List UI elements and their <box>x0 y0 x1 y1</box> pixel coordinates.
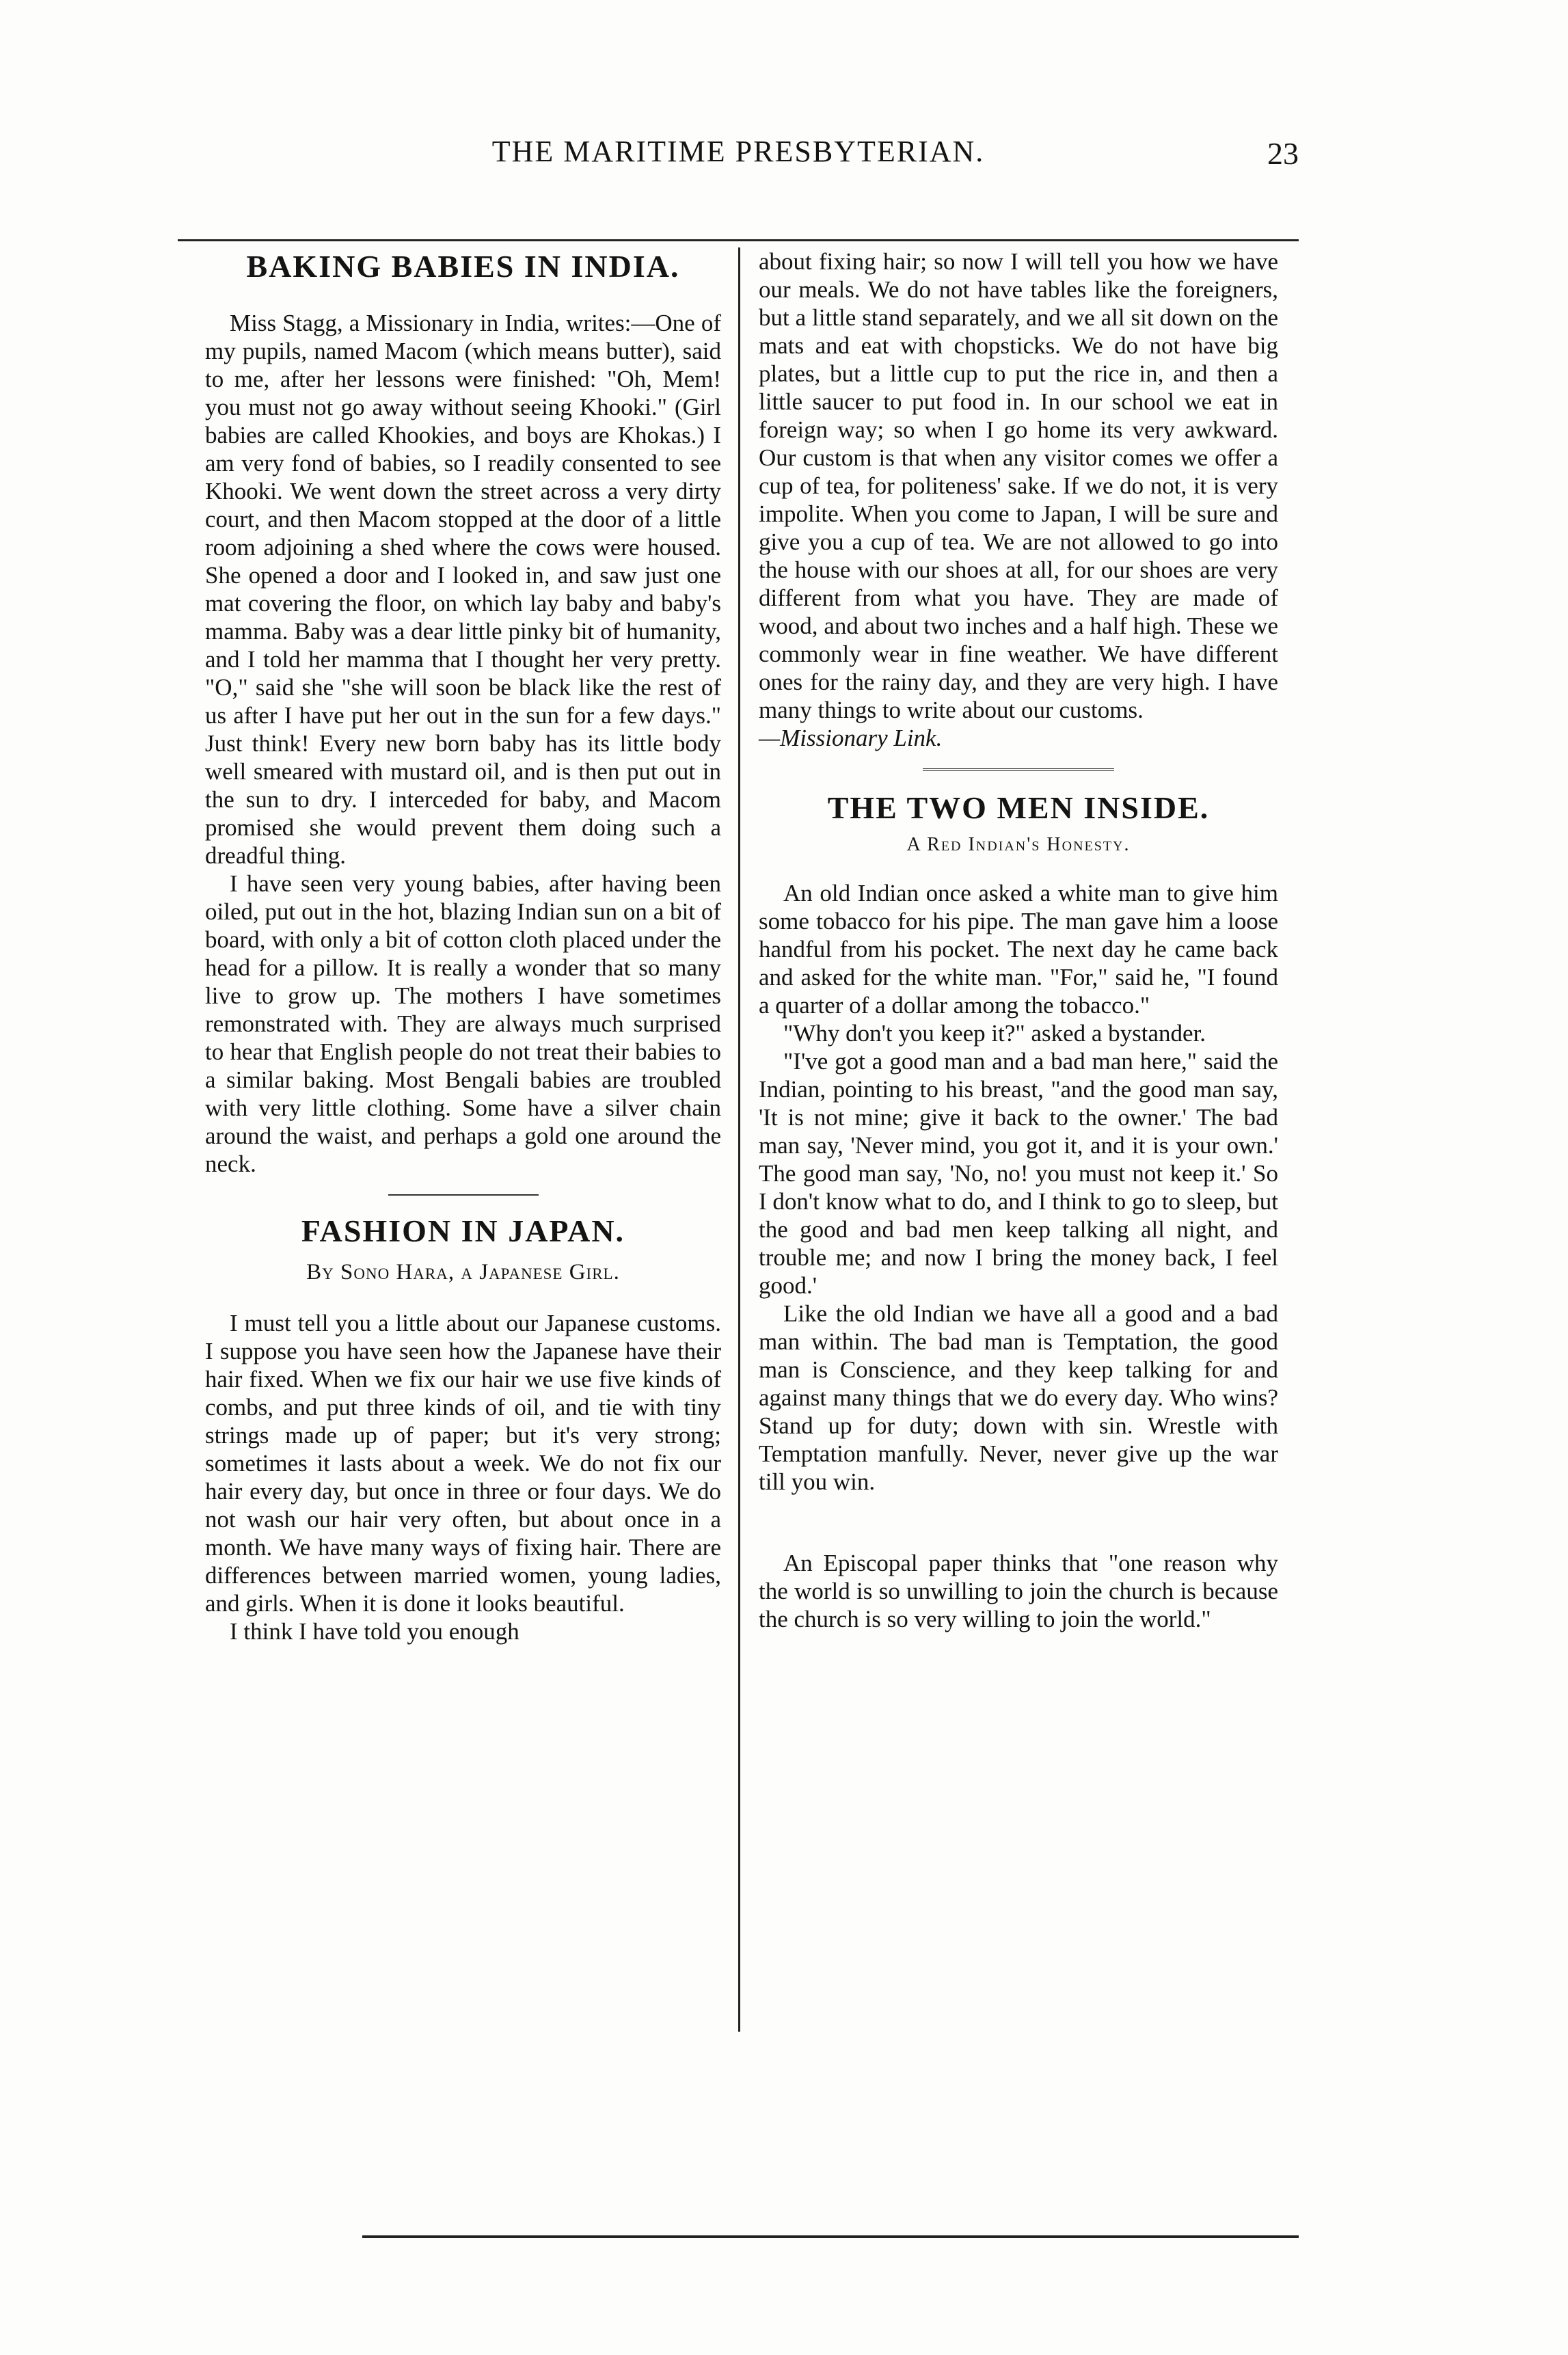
section-separator <box>388 1194 539 1196</box>
article-paragraph: An Episcopal paper thinks that "one reason why the world is so unwilling to join the church is because the church is so very willing to join the world." <box>759 1550 1278 1632</box>
left-column <box>205 247 721 1645</box>
article-paragraph: Like the old Indian we have all a good and a bad man within. The bad man is Temptation, the good man is Conscience, and they keep talking for and against many things that we do every day. Who wins? Stand up for duty; down with sin. Wrestle with Temptation manfully. Never, never give up the war till you win. <box>759 1300 1278 1495</box>
article-paragraph: I must tell you a little about our Japanese customs. I suppose you have seen how the Japanese have their hair fixed. When we fix our hair we use five kinds of combs, and put three kinds of oil, and tie with tiny strings made up of paper; but it's very strong; sometimes it lasts about a week. We do not fix our hair every day, but once in three or four days. We do not wash our hair very often, but about once in a month. We have many ways of fixing hair. There are differences between married women, young ladies, and girls. When it is done it looks beautiful. <box>205 1310 721 1617</box>
article-paragraph-continued: about fixing hair; so now I will tell you how we have our meals. We do not have tables like the foreigners, but a little stand separately, and we all sit down on the mats and eat with chopsticks. We do not have big plates, but a little cup to put the rice in, and then a little saucer to put food in. In our school we eat in foreign way; so when I go home its very awkward. Our custom is that when any visitor comes we offer a cup of tea, for politeness' sake. If we do not, it is very impolite. When you come to Japan, I will be sure and give you a cup of tea. We are not allowed to go into the house with our shoes at all, for our shoes are very different from what you have. They are made of wood, and about two inches and a half high. These we commonly wear in fine weather. We have different ones for the rainy day, and they are very high. I have many things to write about our customs. <box>759 248 1278 723</box>
section-separator <box>923 768 1114 772</box>
header-rule <box>178 239 1299 241</box>
article-paragraph: Miss Stagg, a Missionary in India, writes:—One of my pupils, named Macom (which means butter), said to me, after her lessons were finished: "Oh, Mem! you must not go away without seeing Khooki." (Girl babies are called Khookies, and boys are Khokas.) I am very fond of babies, so I readily consented to see Khooki. We went down the street across a very dirty court, and then Macom stopped at the door of a little room adjoining a shed where the cows were housed. She opened a door and I looked in, and saw just one mat covering the floor, on which lay baby and baby's mamma. Baby was a dear little pinky bit of humanity, and I told her mamma that I thought her very pretty. "O," said she "she will soon be black like the rest of us after I have put her out in the sun for a few days." Just think! Every new born baby has its little body well smeared with mustard oil, and is then put out in the sun to dry. I interceded for baby, and Macom promised she would prevent them doing such a dreadful thing. <box>205 310 721 869</box>
right-column <box>759 247 1278 1633</box>
article-paragraph: I have seen very young babies, after having been oiled, put out in the hot, blazing Indian sun on a bit of board, with only a bit of cotton cloth placed under the head for a pillow. It is really a wonder that so many live to grow up. The mothers I have sometimes remonstrated with. They are always much surprised to hear that English people do not treat their babies to a similar baking. Most Bengali babies are troubled with very little clothing. Some have a silver chain around the waist, and perhaps a gold one around the neck. <box>205 870 721 1177</box>
article-credit: —Missionary Link. <box>759 725 943 751</box>
article-paragraph: "I've got a good man and a bad man here," said the Indian, pointing to his breast, "and the good man say, 'It is not mine; give it back to the owner.' The bad man say, 'Never mind, you got it, and it is your own.' The good man say, 'No, no! you must not keep it.' So I don't know what to do, and I think to go to sleep, but the good and bad men keep talking all night, and trouble me; and now I bring the money back, I feel good.' <box>759 1048 1278 1299</box>
article-paragraph: "Why don't you keep it?" asked a bystander. <box>783 1020 1206 1047</box>
footer-rule <box>362 2235 1299 2238</box>
article-byline: By Sono Hara, a Japanese Girl. <box>306 1260 620 1284</box>
article-paragraph: I think I have told you enough <box>230 1618 519 1645</box>
article-paragraph: An old Indian once asked a white man to give him some tobacco for his pipe. The man gave him a loose handful from his pocket. The next day he came back and asked for the white man. "For," said he, "I found a quarter of a dollar among the tobacco." <box>759 880 1278 1019</box>
column-divider <box>738 247 740 2032</box>
page-number: 23 <box>1267 136 1299 171</box>
article-subtitle: A Red Indian's Honesty. <box>906 834 1131 855</box>
running-title: THE MARITIME PRESBYTERIAN. <box>491 135 985 168</box>
article-title-baking-babies: BAKING BABIES IN INDIA. <box>246 249 680 284</box>
article-title-fashion-japan: FASHION IN JAPAN. <box>301 1213 625 1248</box>
article-title-two-men: THE TWO MEN INSIDE. <box>827 790 1210 825</box>
page-header <box>178 134 1299 189</box>
